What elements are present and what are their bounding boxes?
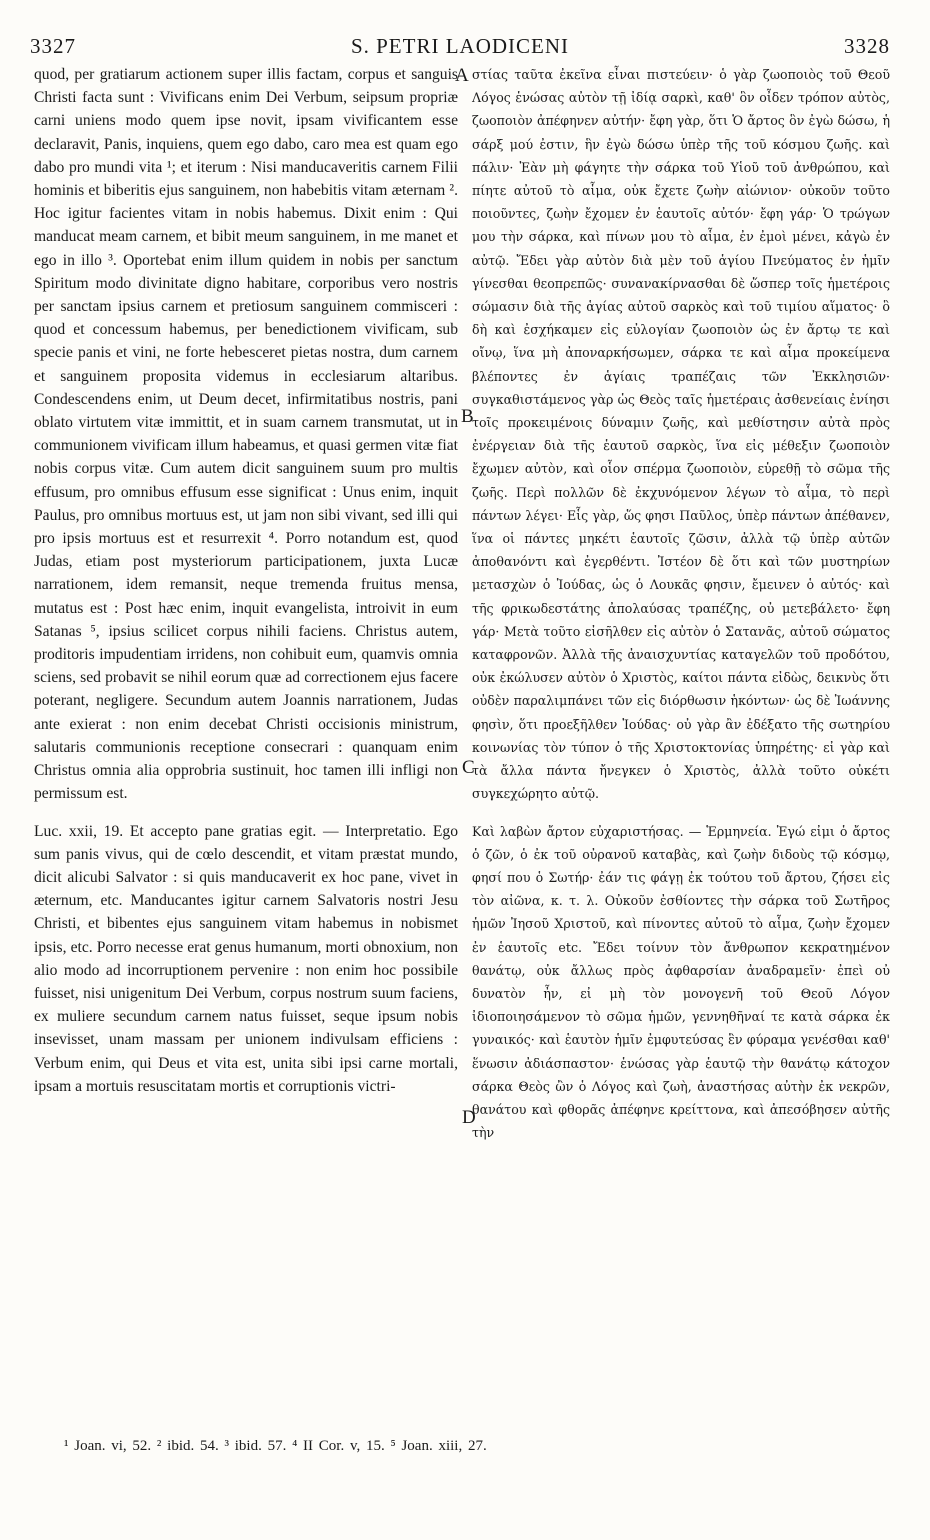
footnotes: ¹ Joan. vi, 52. ² ibid. 54. ³ ibid. 57. ⁴ II Cor. v, 15. ⁵ Joan. xiii, 27. — [64, 1438, 487, 1454]
page-header — [30, 34, 890, 62]
latin-paragraph-1: quod, per gratiarum actionem super illis factam, corpus et sanguis Christi facta sunt : Vivificans enim Dei Verbum, seipsum propriæ carni uniens modo quem ipse novit, ipsam vivificantem esse declaravit, Panis, inquiens, quem ego dabo, caro mea est quam ego dabo pro mundi vita ¹; et iterum : Nisi manducaveritis carnem Filii hominis et biberitis ejus sanguinem, non habebitis vitam æternam ². Hoc igitur facientes vitam in nobis habemus. Dixit enim : Qui manducat meam carnem, et bibit meum sanguinem, in me manet et ego in illo ³. Oportebat enim illum quidem in nobis per sanctum Spiritum modo divinitate digno habitare, corporibus vero nostris per sanctam ipsius carnem et pretiosum sanguinem commisceri : quod et concessum habemus, per benedictionem vivificam, sub specie panis et vini, ne forte hebesceret pietas nostra, dum carnem et sanguinem proposita videmus in ecclesiarum altaribus. Condescendens enim, ut Deum decet, infirmitatibus nostris, pani oblato virtutem vitæ immittit, et in suam carnem transmutat, ut in communionem vivificam illum habeamus, et quasi germen vitæ fiat nobis corpus vitæ. Cum autem dicit sanguinem suum pro multis effusum, pro omnibus effusum esse significat : Unus enim, inquit Paulus, pro omnibus mortuus est, ut jam non sibi vivant, sed illi qui pro ipsis mortuus est et resurrexit ⁴. Porro notandum est, quod Judas, etiam post mysteriorum participationem, juxta Lucæ narrationem, idem remansit, neque tremenda fruitus mensa, mutatus est : Post hæc enim, inquit evangelista, introivit in eum Satanas ⁵, ipsius scilicet corpus nihili faciens. Christus autem, proditoris impudentiam irridens, non cohibuit eum, quamvis omnia sciens, sed probavit se nihil eorum quæ ad correctionem ejus facere poterant, negligere. Secundum autem Joannis narrationem, Judas ante exierat : non enim decebat Christi occisionis ministrum, salutaris communionis receptione consecrari : quanquam enim Christus omnia alia opprobria sustinuit, hoc tamen illi infligi non permissum est. — [34, 66, 458, 803]
latin-paragraph-2: Luc. xxii, 19. Et accepto pane gratias egit. — Interpretatio. Ego sum panis vivus, qui de cœlo descendit, et vitam præstat mundo, dicit alicubi Salvator : si quis manducaverit ex hoc pane, vivet in æternum, etc. Manducantes igitur carnem Salvatoris nostri Jesu Christi, et bibentes ejus sanguinem vitam habemus in nobismet ipsis, etc. Porro necesse erat genus humanum, morti obnoxium, non alio modo ad incorruptionem pervenire : non enim hoc possibile fuisset, nisi unigenitum Dei Verbum, corpus nostrum suum faciens, ex muliere secundum carnem natus fuisset, seque ipsum nobis insevisset, unam massam per unionem indivulsam efficiens : Verbum enim, qui Deus et vita est, unita sibi ipsi carne mortali, ipsam a mortuis resuscitatam mortis et corruptionis victri- — [34, 822, 458, 1095]
running-title: S. PETRI LAODICENI — [350, 34, 570, 58]
latin-column — [34, 63, 458, 1098]
greek-column — [472, 63, 890, 1144]
greek-paragraph-2: Καὶ λαβὼν ἄρτον εὐχαριστήσας. — Ἑρμηνεία. Ἐγώ εἰμι ὁ ἄρτος ὁ ζῶν, ὁ ἐκ τοῦ οὐρανοῦ καταβὰς, καὶ ζωὴν διδοὺς τῷ κόσμῳ, φησί που ὁ Σωτήρ· ἐάν τις φάγῃ ἐκ τούτου τοῦ ἄρτου, ζήσει εἰς τὸν αἰῶνα, κ. τ. λ. Οὐκοῦν ἐσθίοντες τὴν σάρκα τοῦ Σωτῆρος ἡμῶν Ἰησοῦ Χριστοῦ, καὶ πίνοντες αὐτοῦ τὸ αἷμα, ζωὴν ἔχομεν ἐν ἑαυτοῖς etc. Ἔδει τοίνυν τὸν ἄνθρωπον κεκρατημένον θανάτῳ, οὐκ ἄλλως πρὸς ἀφθαρσίαν ἀναδραμεῖν· ἐπεὶ οὐ δυνατὸν ἦν, εἰ μὴ τὸν μονογενῆ τοῦ Θεοῦ Λόγον ἰδιοποιησάμενον τὸ σῶμα ἡμῶν, γεννηθῆναί τε κατὰ σάρκα ἐκ γυναικός· καὶ ἑαυτὸν ἡμῖν ἐμφυτεύσας ἓν φύραμα γενέσθαι καθ' ἕνωσιν ἀδιάσπαστον· ἑνώσας γὰρ ἑαυτῷ τὴν θανάτῳ κάτοχον σάρκα Θεὸς ὢν ὁ Λόγος καὶ ζωὴ, ἀναστήσας αὐτὴν ἐκ νεκρῶν, θανάτου καὶ φθορᾶς ἀπέφηνε κρείττονα, καὶ ἀπεσόβησεν αὐτῆς τὴν — [472, 823, 890, 1141]
margin-letter-a: A — [455, 65, 469, 86]
margin-letter-d: D — [462, 1107, 476, 1128]
page-number-left: 3327 — [30, 34, 76, 58]
margin-letter-c: C — [462, 757, 475, 778]
margin-letter-b: B — [461, 406, 474, 427]
greek-paragraph-1: στίας ταῦτα ἐκεῖνα εἶναι πιστεύειν· ὁ γὰρ ζωοποιὸς τοῦ Θεοῦ Λόγος ἑνώσας αὐτὸν τῇ ἰδίᾳ σαρκὶ, καθ' ὃν οἶδεν τρόπον αὐτὸς, ζωοποιὸν ἀπέφηνεν αὐτήν· ἔφη γὰρ, ὅτι Ὁ ἄρτος ὃν ἐγὼ δώσω, ἡ σάρξ μού ἐστιν, ἣν ἐγὼ δώσω ὑπὲρ τῆς τοῦ κόσμου ζωῆς. καὶ πάλιν· Ἐὰν μὴ φάγητε τὴν σάρκα τοῦ Υἱοῦ τοῦ ἀνθρώπου, καὶ πίητε αὐτοῦ τὸ αἷμα, οὐκ ἔχετε ζωὴν αἰώνιον· οὐκοῦν τοῦτο ποιοῦντες, ζωὴν ἔχομεν ἐν ἑαυτοῖς αὐτόν· ἔφη γάρ· Ὁ τρώγων μου τὴν σάρκα, καὶ πίνων μου τὸ αἷμα, ἐν ἐμοὶ μένει, κἀγὼ ἐν αὐτῷ. Ἔδει γὰρ αὐτὸν διὰ μὲν τοῦ ἁγίου Πνεύματος ἐν ἡμῖν γίνεσθαι θεοπρεπῶς· συνανακίρνασθαι δὲ ὥσπερ τοῖς ἡμετέροις σώμασιν διὰ τῆς ἁγίας αὐτοῦ σαρκὸς καὶ τοῦ τιμίου αἵματος· ὃ δὴ καὶ ἐσχήκαμεν εἰς εὐλογίαν ζωοποιὸν ὡς ἐν ἄρτῳ τε καὶ οἴνῳ, ἵνα μὴ ἀποναρκήσωμεν, σάρκα τε καὶ αἷμα προκείμενα βλέποντες ἐν ἁγίαις τραπέζαις τῶν Ἐκκλησιῶν· συγκαθιστάμενος γὰρ ὡς Θεὸς ταῖς ἡμετέραις ἀσθενείαις ἐνίησι τοῖς προκειμένοις δύναμιν ζωῆς, καὶ μεθίστησιν αὐτὰ πρὸς ἐνέργειαν διὰ τῆς ἑαυτοῦ σαρκὸς, ἵνα εἰς μέθεξιν ζωοποιὸν ἔχωμεν αὐτὸν, καὶ οἷον σπέρμα ζωοποιὸν, εὑρεθῇ τὸ σῶμα τῆς ζωῆς. Περὶ πολλῶν δὲ ἐκχυνόμενον λέγων τὸ αἷμα, τὸ περὶ πάντων λέγει· Εἷς γὰρ, ὥς φησι Παῦλος, ὑπὲρ πάντων ἀπέθανεν, ἵνα οἱ πάντες μηκέτι ἑαυτοῖς ζῶσιν, ἀλλὰ τῷ ὑπὲρ αὐτῶν ἀποθανόντι καὶ ἐγερθέντι. Ἰστέον δὲ ὅτι καὶ τῶν μυστηρίων μετασχὼν ὁ Ἰούδας, ὡς ὁ Λουκᾶς φησιν, ἔμεινεν ὁ αὐτός· καὶ τῆς φρικωδεστάτης ἀπολαύσας τραπέζης, οὐ μετεβάλετο· ἔφη γάρ· Μετὰ τοῦτο εἰσῆλθεν εἰς αὐτὸν ὁ Σατανᾶς, αὐτοῦ σώματος καταφρονῶν. Ἀλλὰ τῆς ἀναισχυντίας καταγελῶν τοῦ προδότου, οὐκ ἐκώλυσεν αὐτὸν ὁ Χριστὸς, καίτοι πάντα εἰδὼς, δεικνὺς ὅτι οὐδὲν παραλιμπάνει τῶν εἰς διόρθωσιν ἡκόντων· ὡς δὲ Ἰωάννης φησὶν, ὅτι προεξῆλθεν Ἰούδας· οὐ γὰρ ἂν ἐδέξατο τῆς σωτηρίου κοινωνίας τὸν τύπον ὁ τῆς Χριστοκτονίας ὑπηρέτης· εἰ γὰρ καὶ τὰ ἄλλα πάντα ἤνεγκεν ὁ Χριστὸς, ἀλλὰ τοῦτο οὐκέτι συγκεχώρητο αὐτῷ. — [472, 67, 890, 802]
page-number-right: 3328 — [844, 34, 890, 58]
